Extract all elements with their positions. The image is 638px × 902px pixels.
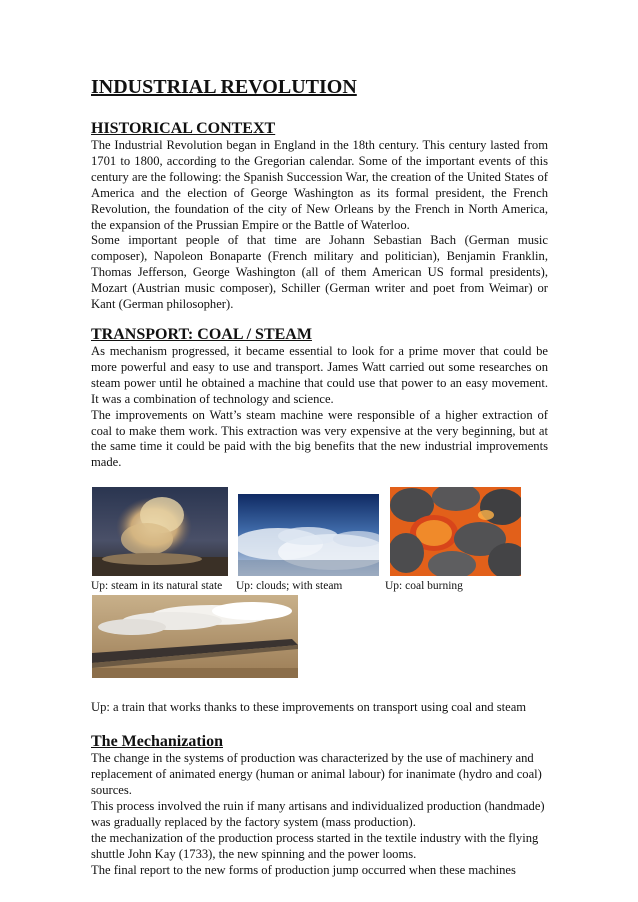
- section-heading-historical: HISTORICAL CONTEXT: [91, 120, 276, 137]
- paragraph-mechanization-4: The final report to the new forms of production jump occurred when these machines: [91, 862, 516, 877]
- steam-train-image: [92, 595, 298, 678]
- paragraph-transport-1: As mechanism progressed, it became essential to look for a prime mover that could be more powerful and easy to use and transport. James Watt carried out some researches on steam power until he obtained a machine that could use that power to an easy movement. It was a combination of technology and science.: [91, 343, 548, 406]
- section-heading-mechanization: The Mechanization: [91, 733, 223, 751]
- caption-train: Up: a train that works thanks to these improvements on transport using coal and steam: [91, 700, 527, 715]
- paragraph-mechanization-1: The change in the systems of production was characterized by the use of machinery and replacement of animated energy (human or animal labour) for inanimate (hydro and coal) sources.: [91, 751, 542, 798]
- caption-geyser: Up: steam in its natural state: [91, 580, 223, 593]
- geyser-steam-image: [92, 487, 228, 576]
- document-page: [91, 74, 548, 878]
- coal-burning-image: [390, 487, 521, 576]
- page-title: INDUSTRIAL REVOLUTION: [91, 76, 357, 98]
- paragraph-historical-1: The Industrial Revolution began in England in the 18th century. This century lasted from 1701 to 1800, according to the Gregorian calendar. Some of the important events of this century are the following: the Spanish Succession War, the creation of the United States of America and the election of George Washington as its formal president, the French Revolution, the foundation of the city of New Orleans by the French in North America, the expansion of the Prussian Empire or the Battle of Waterloo.: [91, 138, 548, 232]
- paragraph-historical-2: Some important people of that time are Johann Sebastian Bach (German music composer), Napoleon Bonaparte (French military and politician), Benjamin Franklin, Thomas Jefferson, George Washington (all of them American US formal presidents), Mozart (Austrian music composer), Schiller (German writer and poet from Weimar) or Kant (German philosopher).: [91, 233, 548, 312]
- paragraph-mechanization-3: the mechanization of the production process started in the textile industry with the flying shuttle John Kay (1733), the new spinning and the power looms.: [91, 830, 539, 861]
- caption-coal: Up: coal burning: [385, 580, 463, 593]
- image-gallery: [91, 487, 548, 697]
- caption-clouds: Up: clouds; with steam: [236, 580, 343, 593]
- paragraph-mechanization-2: This process involved the ruin if many artisans and individualized production (handmade) was gradually replaced by the factory system (mass production).: [91, 798, 545, 829]
- section-heading-transport: TRANSPORT: COAL / STEAM: [91, 325, 312, 343]
- clouds-image: [238, 494, 379, 576]
- paragraph-transport-2: The improvements on Watt’s steam machine were responsible of a higher extraction of coal to make them work. This extraction was very expensive at the very beginning, but at the same time it could be paid with the big benefits that the new industrial improvements made.: [91, 407, 548, 470]
